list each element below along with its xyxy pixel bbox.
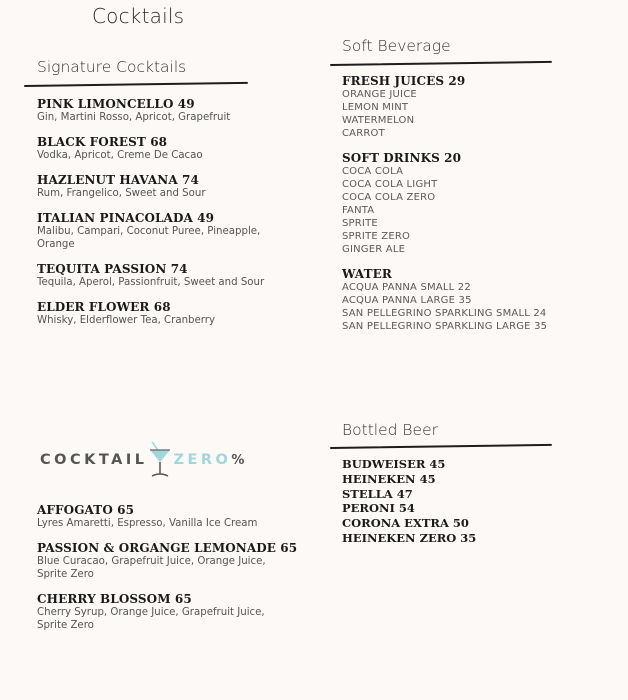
item-description: Blue Curacao, Grapefruit Juice, Orange Juice, Sprite Zero bbox=[37, 556, 266, 580]
section-title-signature: Signature Cocktails bbox=[37, 58, 187, 76]
beverage-line: ACQUA PANNA LARGE 35 bbox=[342, 295, 472, 306]
menu-item bbox=[37, 97, 307, 124]
cocktail-zero-list bbox=[37, 503, 307, 643]
beverage-line: CARROT bbox=[342, 128, 385, 139]
item-description: Malibu, Campari, Coconut Puree, Pineapple, Orange bbox=[37, 226, 261, 250]
beverage-line: SAN PELLEGRINO SPARKLING SMALL 24 bbox=[342, 308, 547, 319]
beverage-line: ACQUA PANNA SMALL 22 bbox=[342, 282, 471, 293]
beverage-line: SPRITE bbox=[342, 218, 378, 229]
beverage-line: SAN PELLEGRINO SPARKLING LARGE 35 bbox=[342, 321, 548, 332]
beverage-line: COCA COLA LIGHT bbox=[342, 179, 438, 190]
beer-item: HEINEKEN ZERO 35 bbox=[342, 530, 477, 545]
section-divider bbox=[24, 82, 248, 87]
beverage-line: WATERMELON bbox=[342, 115, 415, 126]
group-name: SOFT DRINKS 20 bbox=[342, 151, 462, 165]
bottled-beer-list bbox=[342, 457, 602, 546]
item-description: Cherry Syrup, Orange Juice, Grapefruit Juice, Sprite Zero bbox=[37, 607, 265, 631]
section-title-soft-beverage: Soft Beverage bbox=[342, 37, 451, 55]
item-name: ELDER FLOWER 68 bbox=[37, 300, 171, 314]
section-divider bbox=[330, 444, 552, 449]
page-title: Cocktails bbox=[92, 4, 185, 28]
signature-cocktail-list bbox=[37, 97, 307, 338]
beer-item: STELLA 47 bbox=[342, 486, 413, 501]
item-name: HAZLENUT HAVANA 74 bbox=[37, 173, 199, 187]
menu-item bbox=[37, 592, 307, 632]
beverage-line: ORANGE JUICE bbox=[342, 89, 417, 100]
item-name: PASSION & ORGANGE LEMONADE 65 bbox=[37, 541, 298, 555]
section-title-bottled-beer: Bottled Beer bbox=[342, 421, 438, 439]
menu-item bbox=[37, 541, 307, 581]
soft-beverage-list bbox=[342, 74, 602, 344]
group-name: FRESH JUICES 29 bbox=[342, 74, 466, 88]
item-name: BLACK FOREST 68 bbox=[37, 135, 168, 149]
item-name: TEQUITA PASSION 74 bbox=[37, 262, 188, 276]
beverage-line: FANTA bbox=[342, 205, 375, 216]
logo-word-zero: ZERO bbox=[173, 452, 232, 468]
beer-item: HEINEKEN 45 bbox=[342, 471, 436, 486]
beverage-group bbox=[342, 151, 602, 256]
beverage-line: SPRITE ZERO bbox=[342, 231, 411, 242]
cocktail-glass-icon bbox=[148, 440, 172, 480]
item-name: PINK LIMONCELLO 49 bbox=[37, 97, 195, 111]
beverage-line: LEMON MINT bbox=[342, 102, 409, 113]
item-name: AFFOGATO 65 bbox=[37, 503, 135, 517]
item-description: Lyres Amaretti, Espresso, Vanilla Ice Cream bbox=[37, 518, 258, 529]
group-name: WATER bbox=[342, 267, 392, 281]
beer-item: PERONI 54 bbox=[342, 501, 415, 516]
item-description: Tequila, Aperol, Passionfruit, Sweet and Sour bbox=[37, 277, 265, 288]
item-description: Whisky, Elderflower Tea, Cranberry bbox=[37, 315, 216, 326]
beverage-line: COCA COLA ZERO bbox=[342, 192, 436, 203]
item-name: ITALIAN PINACOLADA 49 bbox=[37, 211, 215, 225]
menu-item bbox=[37, 135, 307, 162]
cocktail-zero-logo bbox=[40, 440, 244, 480]
beverage-group bbox=[342, 267, 602, 333]
menu-item bbox=[37, 211, 307, 251]
section-divider bbox=[330, 61, 552, 66]
item-description: Rum, Frangelico, Sweet and Sour bbox=[37, 188, 206, 199]
logo-word-cocktail: COCKTAIL bbox=[40, 452, 148, 468]
beer-item: CORONA EXTRA 50 bbox=[342, 516, 469, 531]
beverage-group bbox=[342, 74, 602, 140]
item-description: Vodka, Apricot, Creme De Cacao bbox=[37, 150, 203, 161]
menu-item bbox=[37, 173, 307, 200]
beverage-line: COCA COLA bbox=[342, 166, 404, 177]
menu-item bbox=[37, 503, 307, 530]
menu-item bbox=[37, 262, 307, 289]
item-name: CHERRY BLOSSOM 65 bbox=[37, 592, 192, 606]
beer-item: BUDWEISER 45 bbox=[342, 457, 446, 471]
beverage-line: GINGER ALE bbox=[342, 244, 406, 255]
logo-percent: % bbox=[231, 452, 245, 468]
item-description: Gin, Martini Rosso, Apricot, Grapefruit bbox=[37, 112, 231, 123]
menu-item bbox=[37, 300, 307, 327]
